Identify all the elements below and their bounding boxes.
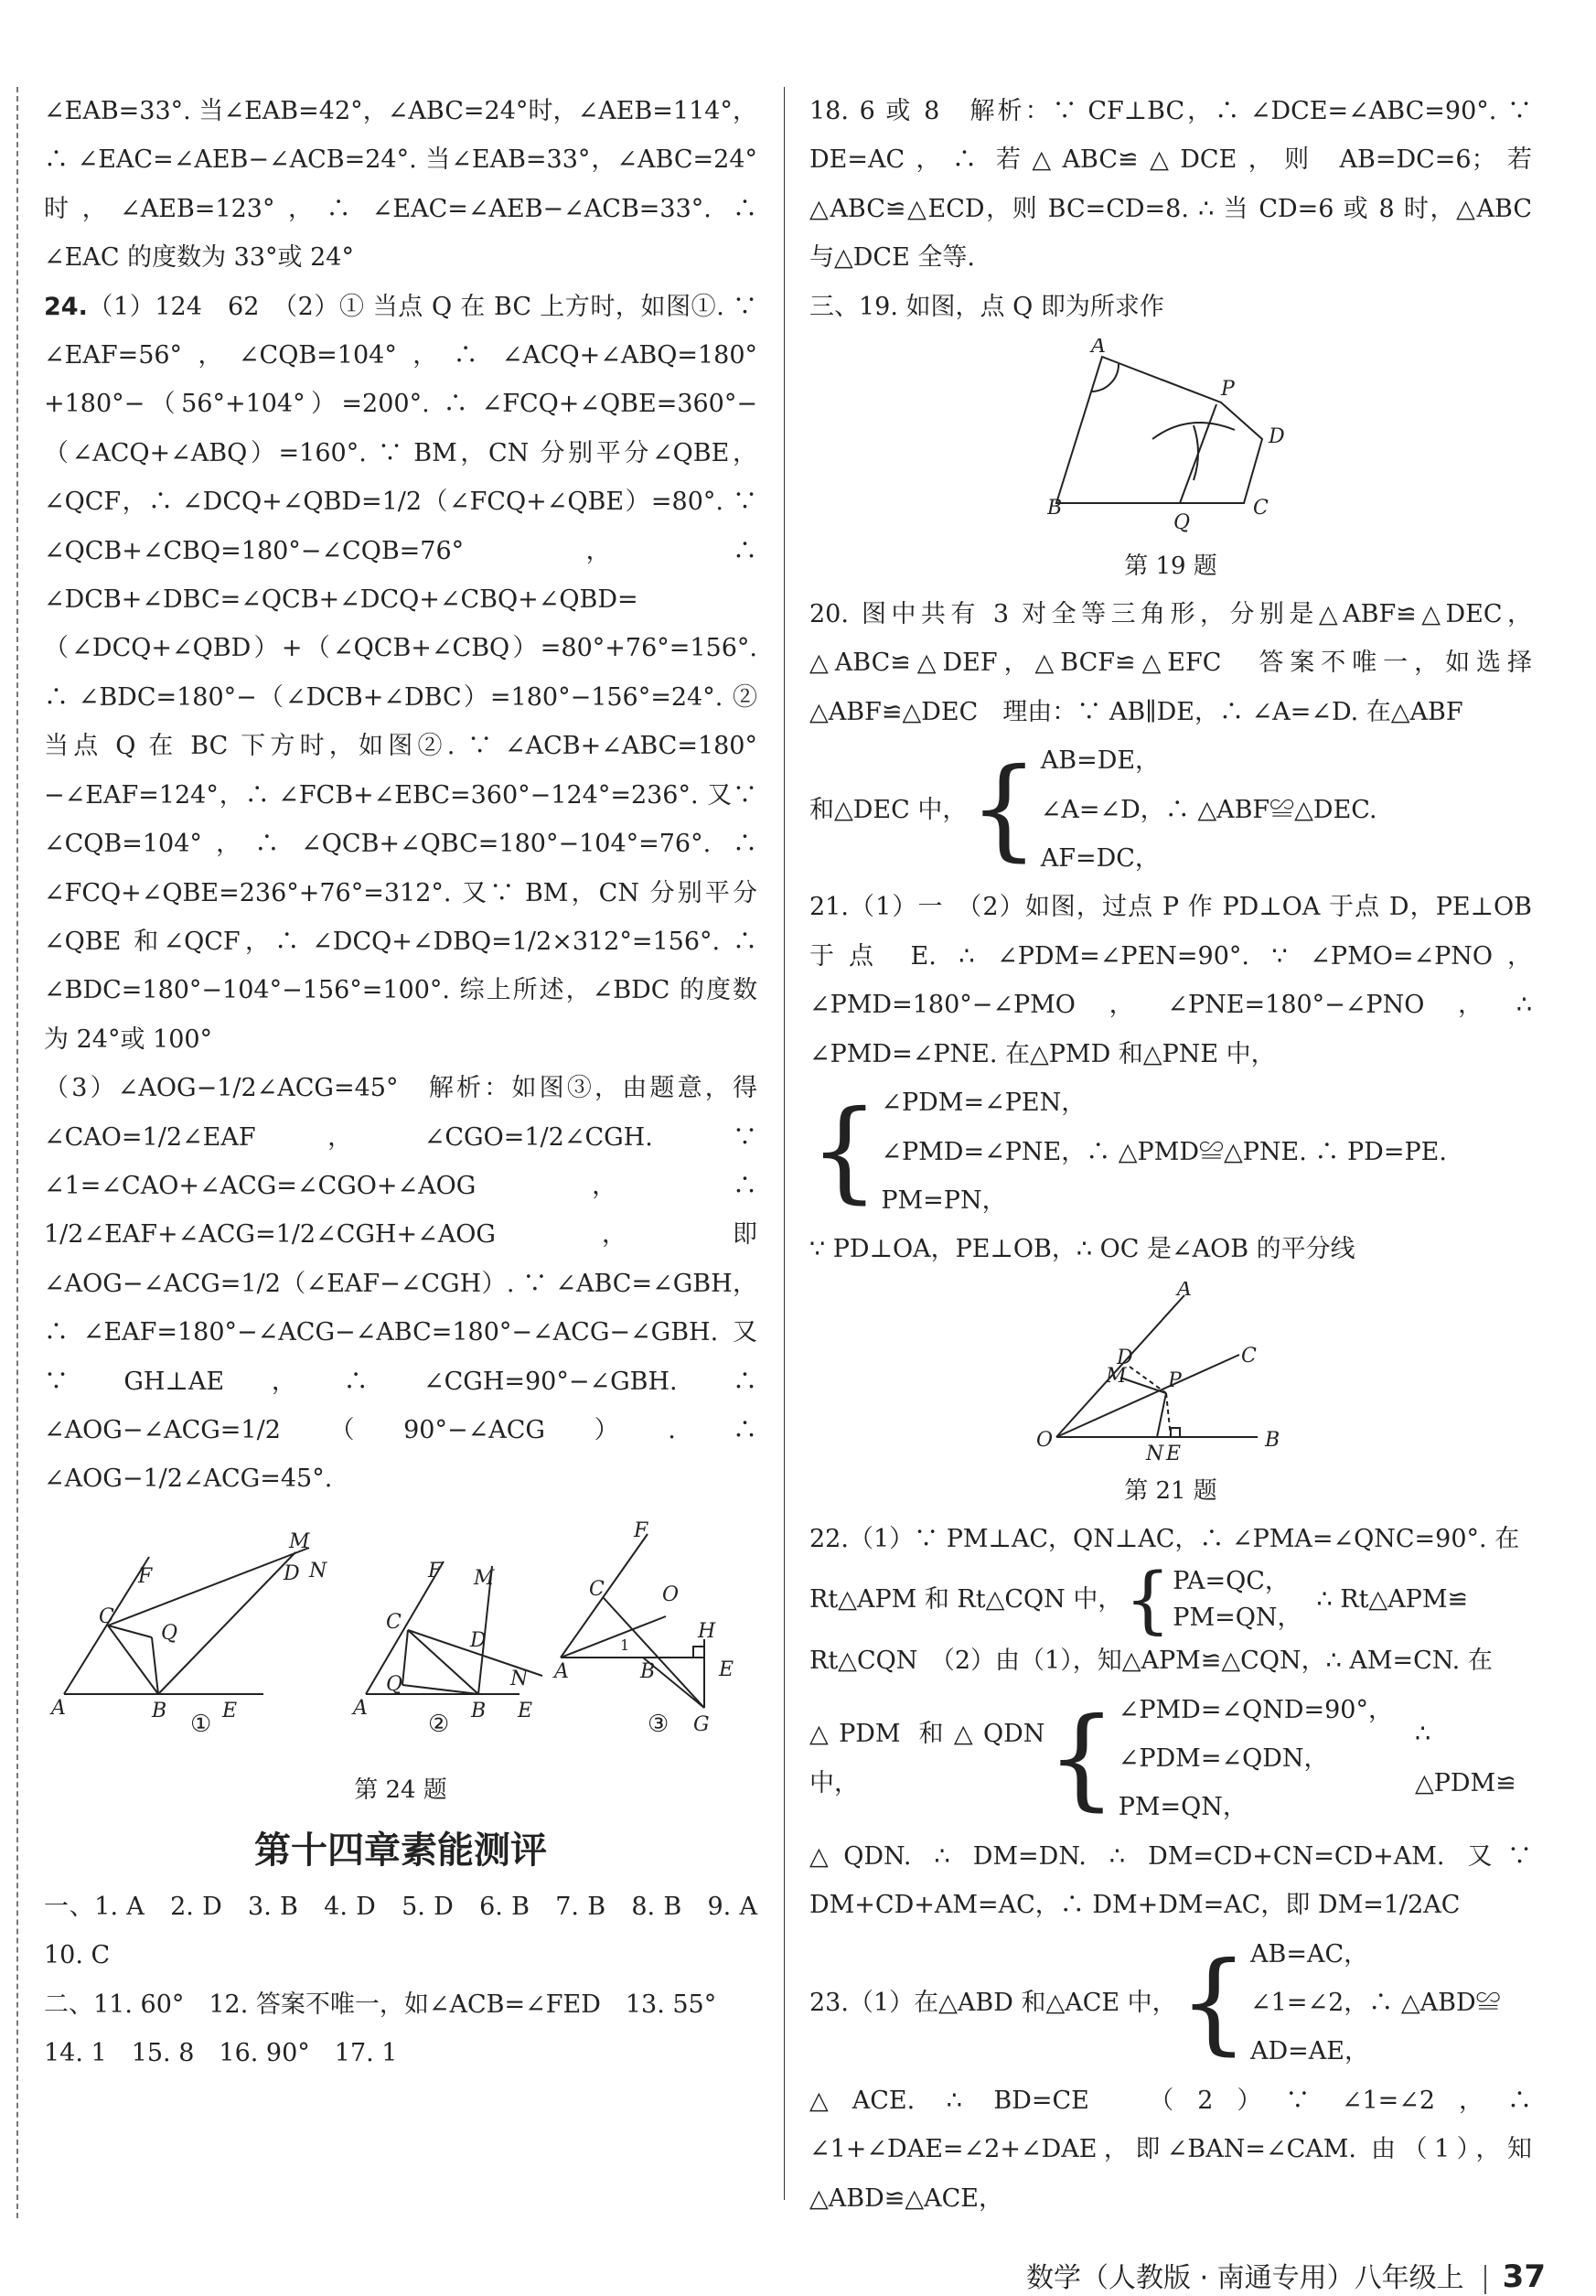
q20-system-block [809,736,1532,883]
section1-answers: 一、1. A 2. D 3. B 4. D 5. D 6. B 7. B 8. B 9. A 10. C [44,1892,782,1970]
q20-system [1041,736,1377,883]
figure-q19-diagram [1047,338,1322,540]
label-O: O [1036,1428,1054,1452]
q21-eq1: ∠PDM=∠PEN， [881,1089,1087,1118]
label-D: D [1269,425,1285,449]
label-1: 1 [620,1636,630,1654]
label-B1: B [152,1699,167,1722]
q23-system-block [809,1930,1532,2076]
label-F1: F [138,1564,153,1588]
label-A2: A [353,1696,368,1720]
label-M2: M [474,1566,495,1590]
page-footer [1026,2255,1546,2295]
footer-subject: 数学（人教版 · 南通专用）八年级上 [1026,2262,1464,2294]
label-C2: C [386,1610,402,1634]
fig19-caption: 第 19 题 [1124,553,1217,581]
answer-q24 [44,283,757,1065]
label-D: D [1117,1346,1133,1369]
label-E2: E [518,1699,533,1722]
brace-icon: { [1178,1938,1249,2066]
label-F3: F [634,1518,648,1542]
q22-prefix: Rt△APM 和 Rt△CQN 中， [809,1585,1123,1615]
page-number: 37 [1502,2258,1546,2295]
figure-q24-diagrams [44,1511,757,1740]
binding-margin [16,87,18,2218]
label-B: B [1265,1428,1280,1452]
q22-eq5: PM=QN， [1118,1793,1248,1822]
brace-icon: { [1046,1694,1117,1822]
q22-eq2: PM=QN， [1173,1604,1302,1633]
answer-q22-conclusion: △QDN. ∴ DM=DN. ∴ DM=CD+CN=CD+AM. 又∵ DM+CD+AM=AC，∴ DM+DM=AC，即 DM=1/2AC [809,1841,1532,1920]
answer-q21: 21.（1）一 （2）如图，过点 P 作 PD⊥OA 于点 D，PE⊥OB 于点 E. ∴ ∠PDM=∠PEN=90°. ∵ ∠PMO=∠PNO，∠PMD=180°−∠PMO，∠PNE=180°−∠PNO，∴ ∠PMD=∠PNE. 在△PMD 和△PNE 中， [809,893,1532,1068]
q22-post: ∴ Rt△APM≌ [1316,1585,1469,1615]
q22-system [1173,1563,1301,1636]
label-C: C [1253,497,1269,520]
label-A3: A [554,1659,569,1683]
label-N1: N [309,1559,327,1583]
label-Q: Q [1173,511,1191,535]
brace-icon: { [969,746,1039,874]
fig24-label-1: ① [190,1710,212,1738]
q22-system-block [809,1557,1532,1643]
q22-system2 [1119,1686,1393,1832]
answer-q18: 18. 6 或 8 解析：∵ CF⊥BC，∴ ∠DCE=∠ABC=90°. ∵ DE=AC，∴ 若△ABC≌△DCE，则 AB=DC=6；若△ABC≌△ECD，则 BC=CD=8. ∴ 当 CD=6 或 8 时，△ABC 与△DCE 全等. [809,97,1532,273]
label-A1: A [51,1696,66,1720]
q21-system [881,1078,1447,1225]
label-C: C [1241,1344,1257,1368]
q20-eq2: ∠A=∠D，∴ △ABF≌△DEC. [1040,795,1377,824]
label-C1: C [99,1604,114,1628]
q20-system-prefix: 和△DEC 中， [809,795,968,824]
label-Q2: Q [386,1672,403,1696]
fig24-label-2: ② [428,1710,450,1738]
answer-q19: 三、19. 如图，点 Q 即为所求作 [809,292,1164,321]
label-P: P [1221,378,1235,402]
section2-answers-b: 14. 1 15. 8 16. 90° 17. 1 [44,2039,398,2067]
chapter-title: 第十四章素能测评 [254,1829,547,1872]
q20-eq1: AB=DE， [1040,746,1161,776]
figure-q21 [1029,1282,1532,1465]
label-E: E [1166,1442,1182,1465]
answer-q24-part3: （3）∠AOG−1/2∠ACG=45° 解析：如图③，由题意，得∠CAO=1/2∠EAF，∠CGO=1/2∠CGH. ∵ ∠1=∠CAO+∠ACG=∠CGO+∠AOG，∴ 1/2∠EAF+∠ACG=1/2∠CGH+∠AOG，即 ∠AOG−∠ACG=1/2（∠EAF−∠CGH）. ∵ ∠ABC=∠GBH，∴ ∠EAF=180°−∠ACG−∠ABC=180°−∠ACG−∠GBH. 又∵ GH⊥AE，∴ ∠CGH=90°−∠GBH. ∴ ∠AOG−∠ACG=1/2（90°−∠ACG）. ∴ ∠AOG−1/2∠ACG=45°. [44,1074,757,1494]
fig24-caption: 第 24 题 [354,1776,447,1804]
figure-q24 [44,1511,757,1740]
q22-eq3: ∠PMD=∠QND=90°， [1118,1695,1393,1724]
label-M: M [1106,1364,1127,1388]
label-Q1: Q [161,1621,178,1645]
label-C3: C [589,1577,605,1601]
q23-eq2: ∠1=∠2，∴ △ABD≌ [1250,1988,1501,2017]
q20-eq3: AF=DC， [1040,844,1160,874]
label-D2: D [470,1628,487,1652]
label-E3: E [719,1658,734,1681]
label-A: A [1091,338,1106,359]
brace-icon: { [809,1088,880,1216]
label-A: A [1177,1281,1192,1301]
label-B: B [1047,497,1063,520]
label-F2: F [428,1559,443,1583]
q22-prefix2: △PDM 和△QDN 中， [809,1720,1045,1797]
answer-q23-part2: △ACE. ∴ BD=CE （2）∵ ∠1=∠2，∴ ∠1+∠DAE=∠2+∠DAE，即∠BAN=∠CAM. 由（1），知△ABD≌△ACE， [809,2086,1532,2213]
q21-system-block [809,1078,1532,1225]
left-column [44,87,782,2077]
q23-eq3: AD=AE， [1250,2037,1370,2066]
section2-answers-a: 二、11. 60° 12. 答案不唯一，如∠ACB=∠FED 13. 55° [44,1990,717,2019]
q21-eq3: PM=PN， [881,1186,1007,1215]
answer-q22: 22.（1）∵ PM⊥AC，QN⊥AC，∴ ∠PMA=∠QNC=90°. 在 [809,1524,1520,1553]
column-divider [784,87,785,2200]
fig21-caption: 第 21 题 [1124,1476,1217,1505]
label-N: N [1146,1442,1164,1465]
q23-eq1: AB=AC， [1250,1939,1369,1969]
label-P: P [1168,1368,1182,1392]
q24-number: 24. [44,292,88,321]
q22-post2: ∴ △PDM≌ [1414,1720,1516,1797]
label-H3: H [698,1619,716,1643]
fig24-label-3: ③ [648,1710,669,1738]
label-O3: O [662,1583,680,1606]
label-G3: G [693,1712,710,1736]
brace-icon: { [1124,1557,1172,1643]
label-B3: B [640,1659,656,1683]
q21-eq2: ∠PMD=∠PNE，∴ △PMD≌△PNE. ∴ PD=PE. [881,1137,1447,1166]
label-M1: M [289,1529,310,1553]
answer-q22-part2: Rt△CQN （2）由（1），知△APM≌△CQN，∴ AM=CN. 在 [809,1647,1493,1676]
label-E1: E [222,1699,238,1722]
answer-q21-conclusion: ∵ PD⊥OA，PE⊥OB，∴ OC 是∠AOB 的平分线 [809,1235,1355,1264]
q24-text: （1）124 62 （2）① 当点 Q 在 BC 上方时，如图①. ∵ ∠EAF=56°，∠CQB=104°，∴ ∠ACQ+∠ABQ=180°+180°−（56°+104°）=200°. ∴ ∠FCQ+∠QBE=360°−（∠ACQ+∠ABQ）=160°. ∵ BM，CN 分别平分∠QBE，∠QCF，∴ ∠DCQ+∠QBD=1/2（∠FCQ+∠QBE）=80°. ∵ ∠QCB+∠CBQ=180°−∠CQB=76°，∴ ∠DCB+∠DBC=∠QCB+∠DCQ+∠CBQ+∠QBD=（∠DCQ+∠QBD）+（∠QCB+∠CBQ）=80°+76°=156°. ∴ ∠BDC=180°−（∠DCB+∠DBC）=180°−156°=24°. ② 当点 Q 在 BC 下方时，如图②. ∵ ∠ACB+∠ABC=180°−∠EAF=124°，∴ ∠FCB+∠EBC=360°−124°=236°. 又∵ ∠CQB=104°，∴ ∠QCB+∠QBC=180°−104°=76°. ∴ ∠FCQ+∠QBE=236°+76°=312°. 又∵ BM，CN 分别平分∠QBE 和∠QCF，∴ ∠DCQ+∠DBQ=1/2×312°=156°. ∴ ∠BDC=180°−104°−156°=100°. 综上所述，∠BDC 的度数为 24°或 100° [44,292,757,1054]
answer-q23-tail: ∠EAB=33°. 当∠EAB=42°，∠ABC=24°时，∠AEB=114°，∴ ∠EAC=∠AEB−∠ACB=24°. 当∠EAB=33°，∠ABC=24°时，∠AEB=123°，∴ ∠EAC=∠AEB−∠ACB=33°. ∴ ∠EAC 的度数为 33°或 24° [44,97,757,273]
figure-q21-diagram [1029,1282,1322,1465]
answer-q20: 20. 图中共有 3 对全等三角形，分别是△ABF≌△DEC，△ABC≌△DEF，△BCF≌△EFC 答案不唯一，如选择△ABF≌△DEC 理由：∵ AB∥DE，∴ ∠A=∠D. 在△ABF [809,600,1532,726]
q22-eq1: PA=QC， [1173,1567,1290,1596]
label-N2: N [510,1667,529,1690]
footer-separator [1484,2265,1486,2294]
q23-prefix: 23.（1）在△ABD 和△ACE 中， [809,1988,1177,2017]
figure-q19 [1047,338,1532,540]
q22-eq4: ∠PDM=∠QDN， [1118,1743,1329,1773]
right-column [809,87,1532,2223]
q23-system [1250,1930,1501,2076]
q22-system2-block [809,1686,1532,1832]
label-B2: B [471,1699,487,1722]
label-D1: D [284,1561,300,1585]
